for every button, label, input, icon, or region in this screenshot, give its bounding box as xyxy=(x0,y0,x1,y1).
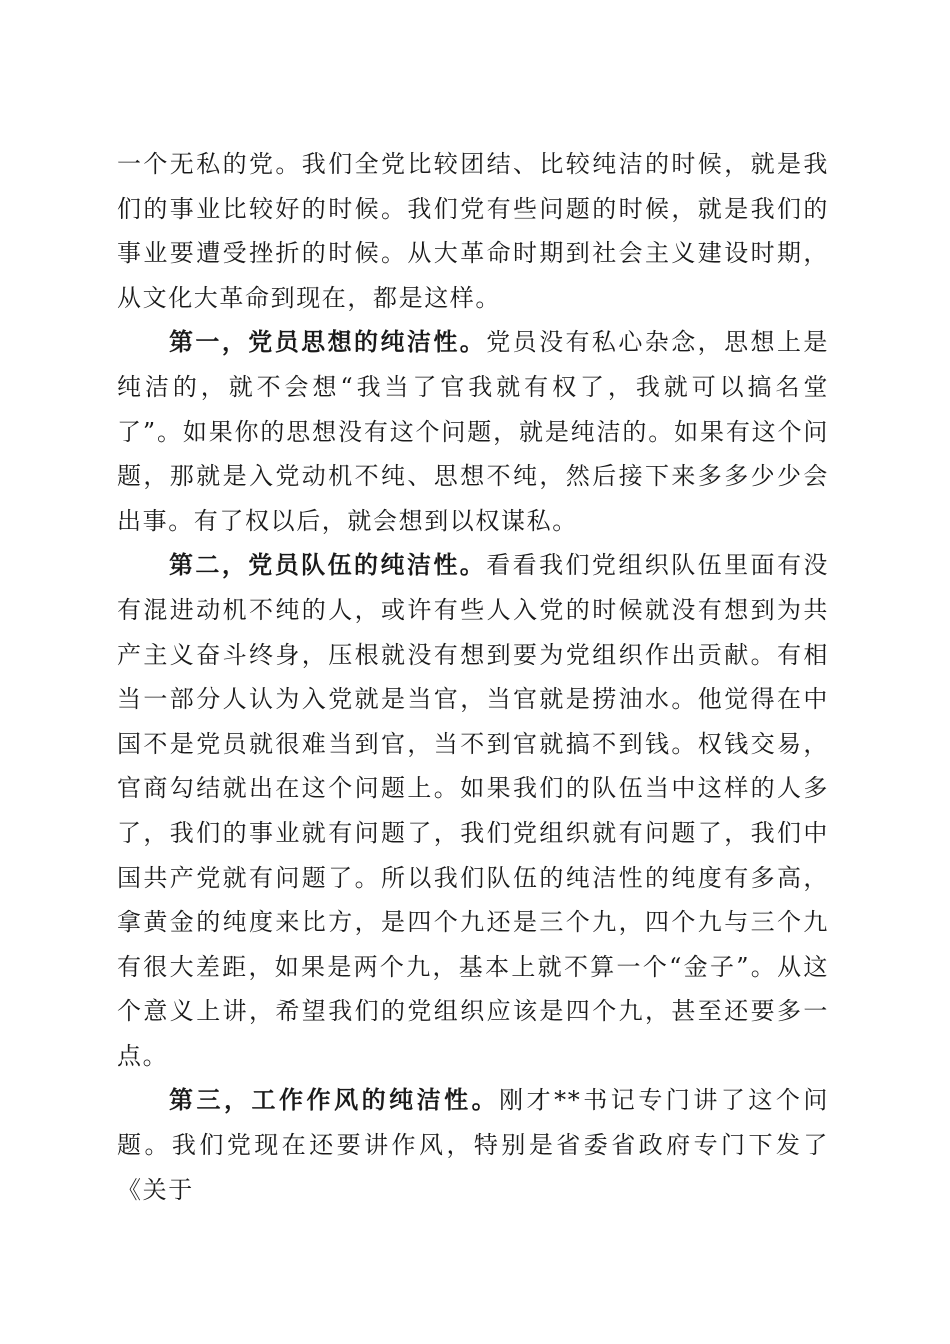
paragraph-heading: 第一，党员思想的纯洁性。 xyxy=(169,327,487,357)
paragraph-continuation xyxy=(117,142,829,320)
paragraph-text: 党员没有私心杂念，思想上是纯洁的，就不会想“我当了官我就有权了，我就可以搞名堂了”。如果你的思想没有这个问题，就是纯洁的。如果有这个问题，那就是入党动机不纯、思想不纯，然后接下来多多少少会出事。有了权以后，就会想到以权谋私。 xyxy=(117,328,829,535)
paragraph-heading: 第二，党员队伍的纯洁性。 xyxy=(169,550,487,580)
body-text xyxy=(117,142,829,1212)
paragraph-second-point xyxy=(117,543,829,1078)
paragraph-first-point xyxy=(117,320,829,543)
paragraph-text: 刚才**书记专门讲了这个问题。我们党现在还要讲作风，特别是省委省政府专门下发了《关于 xyxy=(117,1086,829,1204)
paragraph-text: 看看我们党组织队伍里面有没有混进动机不纯的人，或许有些人入党的时候就没有想到为共产主义奋斗终身，压根就没有想到要为党组织作出贡献。有相当一部分人认为入党就是当官，当官就是捞油水。他觉得在中国不是党员就很难当到官，当不到官就搞不到钱。权钱交易，官商勾结就出在这个问题上。如果我们的队伍当中这样的人多了，我们的事业就有问题了，我们党组织就有问题了，我们中国共产党就有问题了。所以我们队伍的纯洁性的纯度有多高，拿黄金的纯度来比方，是四个九还是三个九，四个九与三个九有很大差距，如果是两个九，基本上就不算一个“金子”。从这个意义上讲，希望我们的党组织应该是四个九，甚至还要多一点。 xyxy=(117,551,829,1070)
paragraph-third-point xyxy=(117,1078,829,1212)
paragraph-heading: 第三，工作作风的纯洁性。 xyxy=(169,1085,500,1115)
paragraph-text: 一个无私的党。我们全党比较团结、比较纯洁的时候，就是我们的事业比较好的时候。我们党有些问题的时候，就是我们的事业要遭受挫折的时候。从大革命时期到社会主义建设时期，从文化大革命到现在，都是这样。 xyxy=(117,150,829,312)
